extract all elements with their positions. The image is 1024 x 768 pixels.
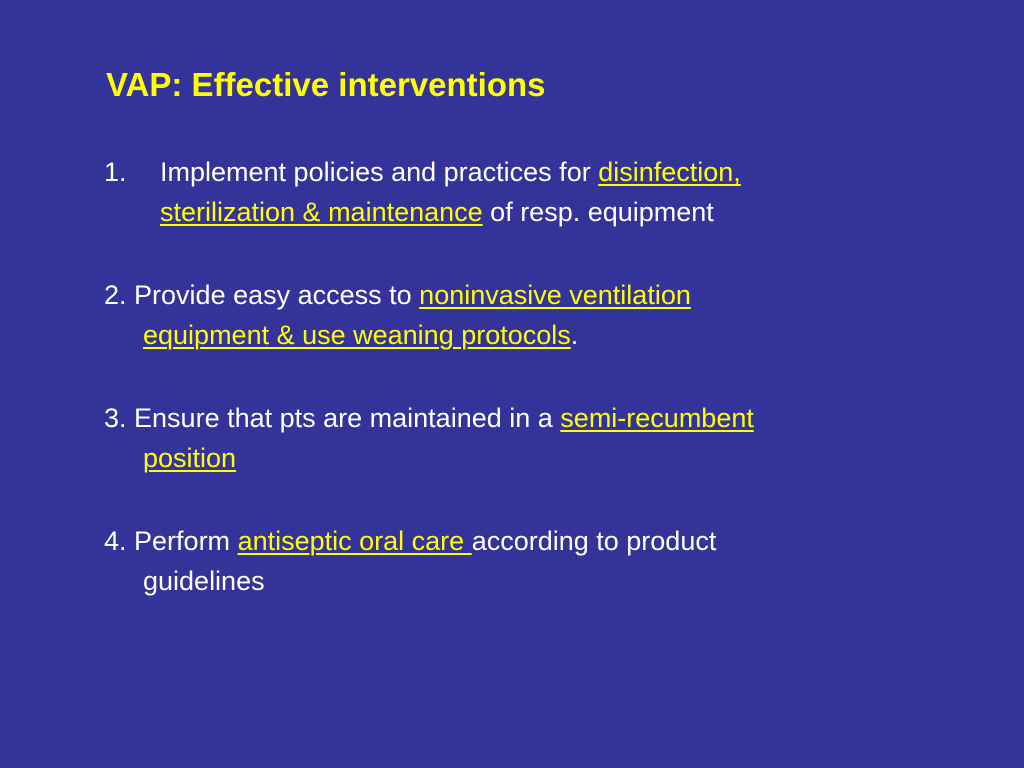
list-item-line (104, 152, 741, 192)
list-item-number: 1. (104, 157, 127, 187)
link-disinfection[interactable]: disinfection, (598, 157, 741, 187)
list-item-number: 3. (104, 403, 127, 433)
list-item (104, 398, 754, 478)
link-antiseptic-oral-care[interactable]: antiseptic oral care (237, 526, 472, 556)
list-item-line (104, 315, 691, 355)
link-semi-recumbent[interactable]: semi-recumbent (560, 403, 754, 433)
list-item-text: according to product (471, 526, 717, 556)
list-item (104, 152, 741, 232)
list-item (104, 521, 716, 601)
link-position[interactable]: position (143, 443, 237, 473)
link-noninvasive-ventilation[interactable]: noninvasive ventilation (419, 280, 691, 310)
list-item-line (104, 275, 691, 315)
list-item-text: Provide easy access to (126, 280, 420, 310)
list-item-number: 4. (104, 526, 127, 556)
slide-title: VAP: Effective interventions (106, 66, 546, 103)
list-item-text: . (570, 320, 579, 350)
list-item-line (104, 438, 754, 478)
list-item-line (104, 561, 716, 601)
list-item-line (104, 398, 754, 438)
link-weaning-protocols[interactable]: equipment & use weaning protocols (143, 320, 571, 350)
link-sterilization-maintenance[interactable]: sterilization & maintenance (160, 197, 483, 227)
list-item-line (104, 192, 741, 232)
list-item-text: Perform (126, 526, 238, 556)
list-item-text: guidelines (143, 566, 265, 596)
list-item-text: Implement policies and practices for (160, 157, 599, 187)
list-item-line (104, 521, 716, 561)
list-item-text: Ensure that pts are maintained in a (126, 403, 561, 433)
list-item-number: 2. (104, 280, 127, 310)
list-item-text: of resp. equipment (482, 197, 714, 227)
list-item (104, 275, 691, 355)
